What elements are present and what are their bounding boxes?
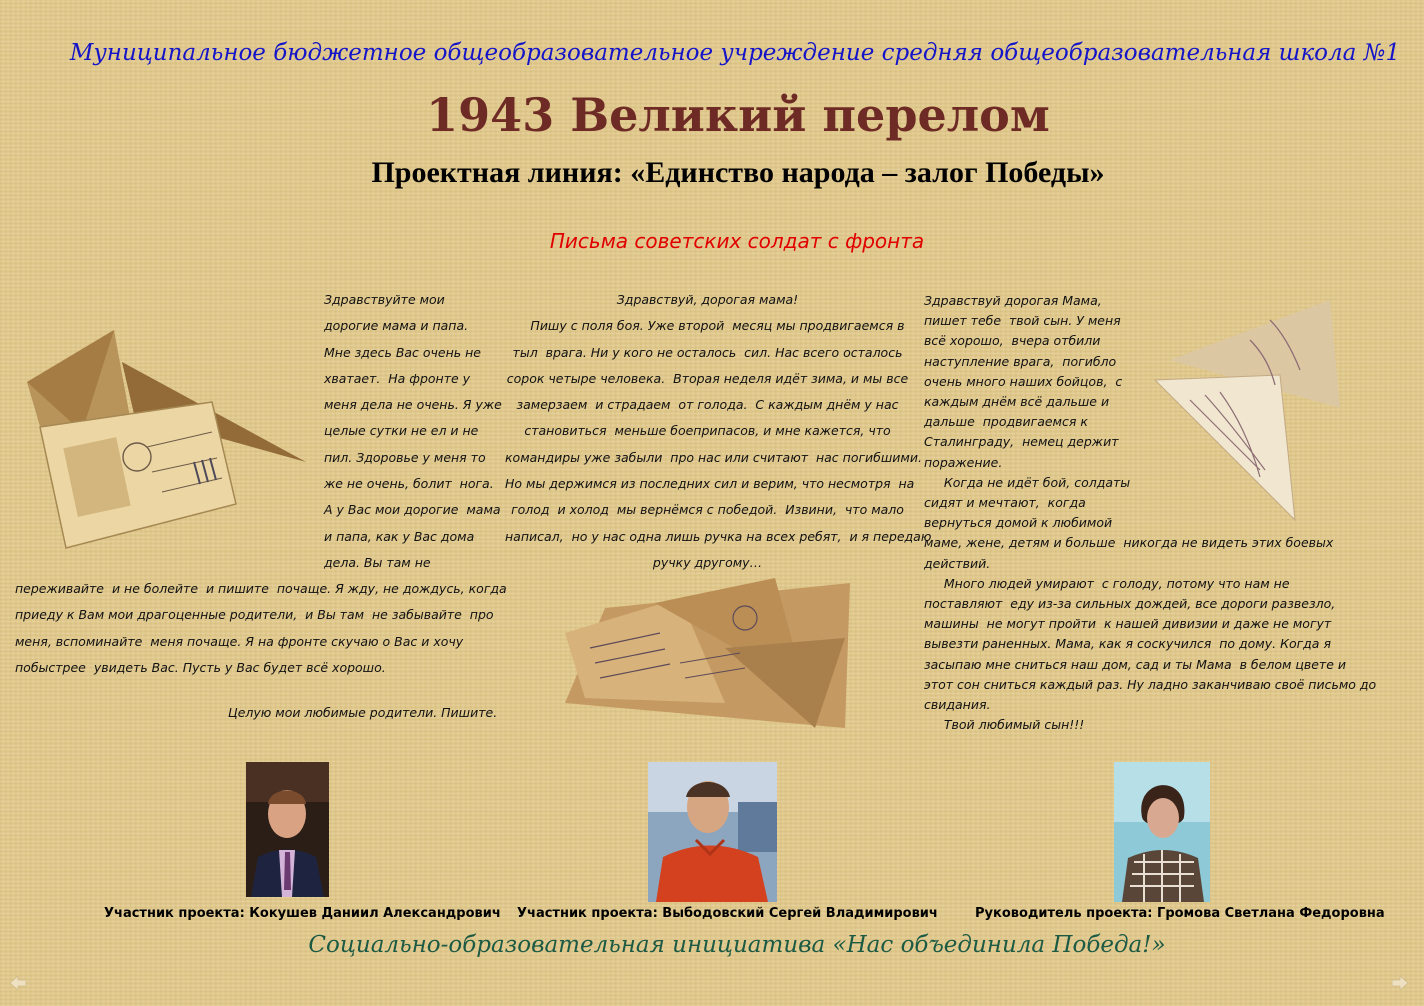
letter3-line: поражение. xyxy=(924,454,1003,470)
letter3-line: поставляют еду из-за сильных дождей, все дороги развезло, xyxy=(924,596,1336,612)
arrow-right-icon[interactable] xyxy=(1392,974,1408,995)
letter1-line: переживайте и не болейте и пишите почаще. Я жду, не дождусь, когда xyxy=(15,581,507,596)
letter3-line: наступление врага, погибло xyxy=(924,353,1117,369)
participant-photo-kokushev xyxy=(246,762,329,897)
letter3-line: сидят и мечтают, когда xyxy=(924,495,1086,511)
letter2-line: тыл врага. Ни у кого не осталось сил. Нас всего осталось xyxy=(512,344,903,360)
letter2-line: Пишу с поля боя. Уже второй месяц мы продвигаемся в xyxy=(510,318,905,334)
supervisor-caption: Руководитель проекта: Громова Светлана Федоровна xyxy=(975,906,1385,921)
letter2 xyxy=(505,287,932,576)
letter1-line: хватает. На фронте у xyxy=(324,370,471,386)
letter3-line: маме, жене, детям и больше никогда не видеть этих боевых xyxy=(924,535,1334,551)
supervisor-photo-gromova xyxy=(1114,762,1210,902)
folded-letters-image xyxy=(565,578,850,728)
letter1-line: дела. Вы там не xyxy=(324,554,431,570)
letters-envelope-image xyxy=(22,322,312,552)
letter3-line: действий. xyxy=(924,555,991,571)
footer-initiative: Социально-образовательная инициатива «Нас объединила Победа!» xyxy=(308,932,1166,958)
participant-caption-1: Участник проекта: Кокушев Даниил Александрович xyxy=(104,906,501,921)
letter1-line: меня, вспоминайте меня почаще. Я на фронте скучаю о Вас и хочу xyxy=(15,633,464,649)
letter2-line: становиться меньше боеприпасов, и мне кажется, что xyxy=(524,423,891,439)
letter2-line: сорок четыре человека. Вторая неделя идёт зима, и мы все xyxy=(506,370,909,386)
letter3-line: вывезти раненных. Мама, как я соскучился по дому. Когда я xyxy=(924,636,1331,652)
letter1-line: меня дела не очень. Я уже xyxy=(324,397,502,413)
arrow-left-icon[interactable] xyxy=(10,974,26,995)
letter3-line: этот сон сниться каждый раз. Ну ладно заканчиваю своё письмо до xyxy=(924,676,1377,692)
letter3-line: вернуться домой к любимой xyxy=(924,515,1113,531)
letter3-line: Сталинграду, немец держит xyxy=(924,434,1119,450)
letter1-line: побыстрее увидеть Вас. Пусть у Вас будет всё хорошо. xyxy=(15,659,386,675)
letter1-line: же не очень, болит нога. xyxy=(324,476,494,492)
letter1-line: дорогие мама и папа. xyxy=(324,318,469,334)
letter2-line: голод и холод мы вернёмся с победой. Извини, что мало xyxy=(511,502,904,518)
letter3-line: очень много наших бойцов, с xyxy=(924,373,1123,389)
project-line: Проектная линия: «Единство народа – залог Победы» xyxy=(371,156,1105,189)
letter2-line: ручку другому… xyxy=(652,554,763,570)
letter2-line: командиры уже забыли про нас или считают нас погибшими. xyxy=(505,449,922,465)
letter1-top xyxy=(324,287,514,576)
letter3-line: Когда не идёт бой, солдаты xyxy=(924,474,1131,490)
letter3-line: свидания. xyxy=(924,697,991,713)
letter2-line: замерзаем и страдаем от голода. С каждым днём у нас xyxy=(516,397,899,413)
participant-caption-2: Участник проекта: Выбодовский Сергей Владимирович xyxy=(517,906,938,921)
letter1-line: и папа, как у Вас дома xyxy=(324,528,475,544)
letter3-line: всё хорошо, вчера отбили xyxy=(924,333,1101,349)
letter1-line: пил. Здоровье у меня то xyxy=(324,449,486,465)
participant-photo-vybodovsky xyxy=(648,762,777,902)
letter2-line: Но мы держимся из последних сил и верим, что несмотря на xyxy=(505,476,915,492)
letter3-line: засыпаю мне сниться наш дом, сад и ты Мама в белом цвете и xyxy=(924,656,1347,672)
letter3 xyxy=(924,291,1377,735)
letter3-line: дальше продвигаемся к xyxy=(924,414,1088,430)
letter1-line: приеду к Вам мои драгоценные родители, и Вы там не забывайте про xyxy=(15,607,494,623)
letter2-line: Здравствуй, дорогая мама! xyxy=(616,292,799,307)
letter3-line: каждым днём всё дальше и xyxy=(924,394,1110,410)
letter1-line: целые сутки не ел и не xyxy=(324,423,479,439)
letter1-line: Здравствуйте мои xyxy=(324,292,445,307)
letter3-line: пишет тебе твой сын. У меня xyxy=(924,313,1121,329)
letter3-line: Здравствуй дорогая Мама, xyxy=(924,293,1102,308)
page-title: 1943 Великий перелом xyxy=(426,88,1050,142)
letter1-signature: Целую мои любимые родители. Пишите. xyxy=(228,705,498,720)
letter3-line: Много людей умирают с голоду, потому что нам не xyxy=(924,575,1290,591)
letter1-bottom xyxy=(15,576,505,681)
letter3-line: Твой любимый сын!!! xyxy=(924,717,1085,733)
letter2-line: написал, но у нас одна лишь ручка на всех ребят, и я передаю xyxy=(505,528,932,544)
letters-heading: Письма советских солдат с фронта xyxy=(549,229,925,253)
letter3-line: машины не могут пройти к нашей дивизии и даже не могут xyxy=(924,616,1332,632)
letter1-line: Мне здесь Вас очень не xyxy=(324,344,481,360)
school-name: Муниципальное бюджетное общеобразовательное учреждение средняя общеобразовательная школа №1 xyxy=(69,40,1401,66)
letter1-line: А у Вас мои дорогие мама xyxy=(324,502,501,518)
